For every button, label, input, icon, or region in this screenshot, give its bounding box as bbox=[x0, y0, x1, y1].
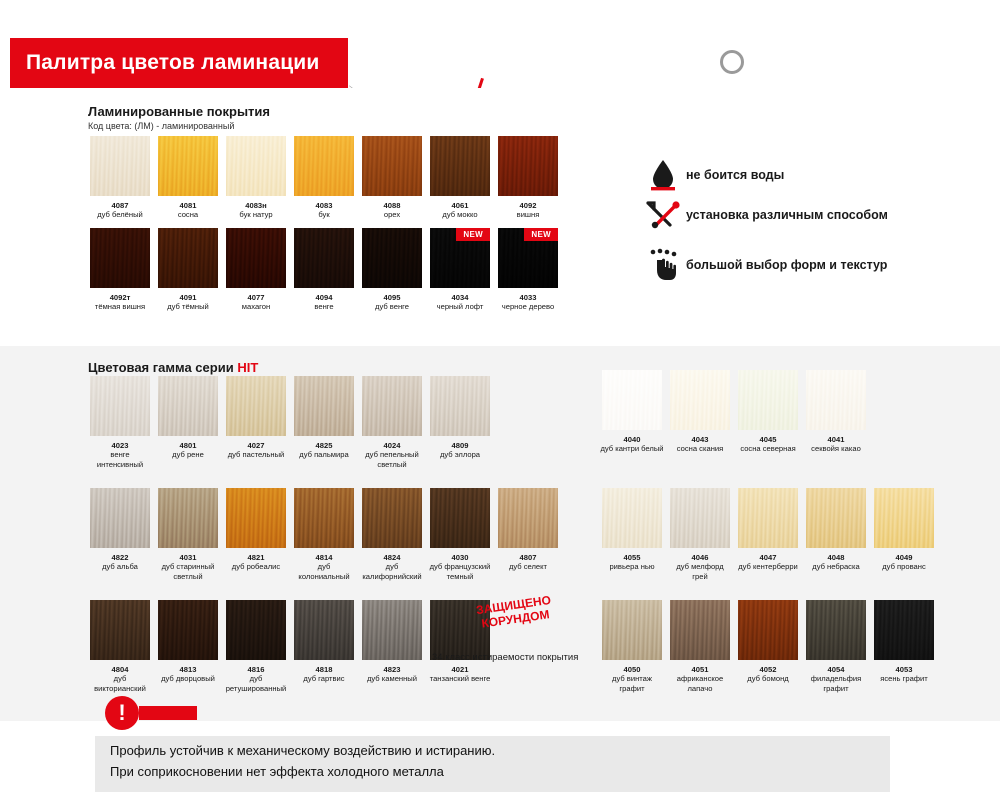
swatch-name: махагон bbox=[241, 302, 271, 312]
swatch-color bbox=[226, 488, 286, 548]
swatch-caption bbox=[360, 201, 424, 220]
swatch-caption bbox=[156, 553, 220, 581]
swatch-code: 4809 bbox=[451, 441, 469, 450]
swatch-name: дуб викторианский bbox=[94, 674, 146, 693]
swatch-cell[interactable] bbox=[88, 136, 152, 220]
swatch-code: 4801 bbox=[179, 441, 197, 450]
swatch-code: 4041 bbox=[827, 435, 845, 444]
footer-note-line1: Профиль устойчив к механическому воздействию и истиранию. bbox=[110, 743, 496, 758]
swatch-caption bbox=[292, 441, 356, 460]
swatch-code: 4061 bbox=[451, 201, 469, 210]
swatch-caption bbox=[428, 441, 492, 460]
swatch-name: дуб рене bbox=[172, 450, 204, 460]
tools-icon bbox=[640, 200, 686, 230]
swatch-color bbox=[602, 600, 662, 660]
swatch-cell[interactable] bbox=[224, 376, 288, 469]
swatch-code: 4081 bbox=[179, 201, 197, 210]
swatch-code: 4822 bbox=[111, 553, 129, 562]
swatch-code: 4027 bbox=[247, 441, 265, 450]
swatch-name: дуб эллора bbox=[439, 450, 481, 460]
swatch-code: 4821 bbox=[247, 553, 265, 562]
swatch-color bbox=[498, 136, 558, 196]
swatch-name: дуб белёный bbox=[97, 210, 143, 220]
swatch-name: дуб небраска bbox=[812, 562, 860, 572]
swatch-code: 4052 bbox=[759, 665, 777, 674]
swatch-code: 4030 bbox=[451, 553, 469, 562]
swatch-caption bbox=[804, 553, 868, 572]
swatch-caption bbox=[292, 293, 356, 312]
swatch-cell[interactable] bbox=[360, 136, 424, 220]
swatch-name: секвойя какао bbox=[811, 444, 861, 454]
swatch-color bbox=[158, 228, 218, 288]
footer-accent-bar bbox=[139, 706, 197, 720]
water-drop-icon bbox=[640, 158, 686, 192]
swatch-caption bbox=[224, 293, 288, 312]
swatch-name: дуб калифорнийский bbox=[362, 562, 422, 581]
swatch-caption bbox=[292, 553, 356, 581]
swatch-cell[interactable] bbox=[804, 600, 868, 693]
swatch-color bbox=[738, 370, 798, 430]
feature-variety-label: большой выбор форм и текстур bbox=[686, 257, 888, 272]
swatch-code: 4046 bbox=[691, 553, 709, 562]
swatch-color bbox=[90, 228, 150, 288]
swatch-name: ясень графит bbox=[880, 674, 928, 684]
feature-water-label: не боится воды bbox=[686, 167, 785, 182]
swatch-caption bbox=[804, 665, 868, 693]
swatch-code: 4814 bbox=[315, 553, 333, 562]
swatch-caption bbox=[496, 293, 560, 312]
section-title-hit-prefix: Цветовая гамма серии bbox=[88, 360, 238, 375]
swatch-name: орех bbox=[383, 210, 401, 220]
swatch-name: дуб селект bbox=[508, 562, 548, 572]
swatch-caption bbox=[736, 665, 800, 684]
swatch-cell[interactable] bbox=[428, 136, 492, 220]
swatch-cell[interactable] bbox=[292, 376, 356, 469]
new-badge: NEW bbox=[524, 228, 558, 241]
swatch-caption bbox=[428, 293, 492, 312]
swatch-color bbox=[294, 136, 354, 196]
swatch-color bbox=[602, 370, 662, 430]
swatch-code: 4050 bbox=[623, 665, 641, 674]
swatch-color bbox=[362, 228, 422, 288]
swatch-code: 4021 bbox=[451, 665, 469, 674]
swatch-row-right-1 bbox=[600, 370, 868, 454]
swatch-name: дуб венге bbox=[375, 302, 409, 312]
swatch-color bbox=[362, 600, 422, 660]
swatch-color bbox=[90, 136, 150, 196]
swatch-color bbox=[602, 488, 662, 548]
swatch-code: 4083 bbox=[315, 201, 333, 210]
swatch-name: дуб каменный bbox=[366, 674, 418, 684]
swatch-cell[interactable] bbox=[224, 136, 288, 220]
swatch-name: дуб кантри белый bbox=[600, 444, 664, 454]
swatch-color bbox=[362, 136, 422, 196]
swatch-code: 4051 bbox=[691, 665, 709, 674]
page-title: Палитра цветов ламинации bbox=[10, 38, 348, 88]
swatch-color bbox=[430, 376, 490, 436]
swatch-color bbox=[738, 600, 798, 660]
swatch-cell[interactable] bbox=[292, 136, 356, 220]
swatch-cell[interactable] bbox=[600, 600, 664, 693]
swatch-name: сосна bbox=[177, 210, 199, 220]
swatch-caption bbox=[668, 553, 732, 581]
swatch-color bbox=[90, 488, 150, 548]
swatch-color bbox=[294, 228, 354, 288]
swatch-caption bbox=[428, 553, 492, 581]
swatch-caption bbox=[600, 553, 664, 572]
swatch-caption bbox=[156, 665, 220, 684]
swatch-name: черный лофт bbox=[436, 302, 484, 312]
swatch-cell[interactable] bbox=[224, 488, 288, 581]
swatch-color bbox=[874, 600, 934, 660]
swatch-caption bbox=[360, 441, 424, 469]
swatch-row-right-2 bbox=[600, 488, 936, 581]
swatch-code: 4804 bbox=[111, 665, 129, 674]
exclamation-icon: ! bbox=[105, 696, 139, 730]
swatch-name: дуб мокко bbox=[442, 210, 478, 220]
feature-water bbox=[640, 158, 970, 192]
swatch-name: филадельфия графит bbox=[810, 674, 862, 693]
swatch-name: дуб тёмный bbox=[167, 302, 209, 312]
swatch-code: 4824 bbox=[383, 553, 401, 562]
swatch-name: дуб старинный светлый bbox=[161, 562, 215, 581]
swatch-color bbox=[226, 228, 286, 288]
swatch-code: 4813 bbox=[179, 665, 197, 674]
swatch-caption bbox=[156, 441, 220, 460]
swatch-color bbox=[670, 600, 730, 660]
swatch-cell[interactable] bbox=[88, 600, 152, 693]
swatch-code: 4094 bbox=[315, 293, 333, 302]
section-title-hit bbox=[88, 360, 258, 375]
swatch-row-hit-3 bbox=[88, 600, 492, 693]
swatch-cell[interactable] bbox=[804, 488, 868, 581]
swatch-name: дуб пастельный bbox=[227, 450, 285, 460]
swatch-caption bbox=[668, 435, 732, 454]
swatch-name: венге bbox=[314, 302, 334, 312]
swatch-cell[interactable] bbox=[804, 370, 868, 454]
swatch-cell[interactable] bbox=[872, 600, 936, 693]
swatch-cell[interactable] bbox=[360, 376, 424, 469]
swatch-code: 4055 bbox=[623, 553, 641, 562]
swatch-cell[interactable] bbox=[668, 600, 732, 693]
swatch-caption bbox=[224, 201, 288, 220]
swatch-row-laminated-1 bbox=[88, 136, 560, 220]
swatch-color bbox=[670, 370, 730, 430]
swatch-name: ривьера нью bbox=[609, 562, 655, 572]
swatch-code: 4095 bbox=[383, 293, 401, 302]
feature-install-label: установка различным способом bbox=[686, 207, 888, 222]
swatch-cell[interactable] bbox=[156, 600, 220, 693]
swatch-row-right-3 bbox=[600, 600, 936, 693]
swatch-code: 4040 bbox=[623, 435, 641, 444]
swatch-color bbox=[498, 488, 558, 548]
swatch-code: 4049 bbox=[895, 553, 913, 562]
swatch-code: 4807 bbox=[519, 553, 537, 562]
korund-stamp: ЗАЩИЩЕНО КОРУНДОМ bbox=[475, 592, 552, 631]
swatch-color bbox=[226, 136, 286, 196]
footer-note-text bbox=[110, 740, 495, 782]
swatch-name: дуб дворцовый bbox=[161, 674, 215, 684]
swatch-caption bbox=[156, 201, 220, 220]
swatch-cell[interactable] bbox=[428, 376, 492, 469]
swatch-name: дуб винтаж графит bbox=[612, 674, 652, 693]
section-subtitle-laminated: Код цвета: (ЛМ) - ламинированный bbox=[88, 121, 235, 131]
feature-install bbox=[640, 200, 970, 230]
swatch-cell[interactable] bbox=[600, 488, 664, 581]
swatch-cell[interactable] bbox=[88, 228, 152, 312]
swatch-color bbox=[294, 376, 354, 436]
swatch-code: 4083н bbox=[245, 201, 267, 210]
swatch-caption bbox=[292, 201, 356, 220]
swatch-name: черное дерево bbox=[501, 302, 555, 312]
swatch-color bbox=[670, 488, 730, 548]
swatch-name: сосна северная bbox=[740, 444, 796, 454]
swatch-name: дуб робеалис bbox=[231, 562, 281, 572]
swatch-code: 4092т bbox=[109, 293, 131, 302]
swatch-color bbox=[158, 600, 218, 660]
swatch-cell[interactable] bbox=[736, 370, 800, 454]
swatch-name: дуб ретушированный bbox=[225, 674, 287, 693]
swatch-color bbox=[226, 600, 286, 660]
swatch-caption bbox=[872, 665, 936, 684]
swatch-cell[interactable] bbox=[156, 376, 220, 469]
swatch-caption bbox=[360, 553, 424, 581]
swatch-cell[interactable] bbox=[224, 600, 288, 693]
swatch-color bbox=[90, 600, 150, 660]
new-badge: NEW bbox=[456, 228, 490, 241]
swatch-color bbox=[430, 136, 490, 196]
swatch-name: дуб мелфорд грей bbox=[676, 562, 724, 581]
swatch-name: бук bbox=[318, 210, 330, 220]
swatch-name: дуб гартвис bbox=[303, 674, 345, 684]
swatch-cell[interactable] bbox=[496, 136, 560, 220]
swatch-cell[interactable] bbox=[428, 228, 492, 312]
section-title-hit-accent: HIT bbox=[237, 360, 259, 375]
swatch-code: 4823 bbox=[383, 665, 401, 674]
swatch-color bbox=[806, 600, 866, 660]
section-title-laminated: Ламинированные покрытия bbox=[88, 104, 270, 119]
swatch-cell[interactable] bbox=[88, 488, 152, 581]
swatch-code: 4087 bbox=[111, 201, 129, 210]
swatch-code: 4091 bbox=[179, 293, 197, 302]
swatch-name: дуб французский темный bbox=[429, 562, 491, 581]
swatch-code: 4825 bbox=[315, 441, 333, 450]
swatch-color bbox=[430, 488, 490, 548]
swatch-name: сосна скания bbox=[676, 444, 724, 454]
swatch-name: дуб колониальный bbox=[298, 562, 350, 581]
swatch-caption bbox=[88, 553, 152, 572]
swatch-caption bbox=[428, 665, 492, 684]
swatch-name: дуб кентерберри bbox=[738, 562, 798, 572]
swatch-cell[interactable] bbox=[224, 228, 288, 312]
swatch-name: дуб бомонд bbox=[747, 674, 789, 684]
swatch-caption bbox=[496, 553, 560, 572]
swatch-name: венге интенсивный bbox=[96, 450, 144, 469]
swatch-color bbox=[362, 488, 422, 548]
korund-note: 34 класс истираемости покрытия bbox=[432, 652, 579, 663]
swatch-caption bbox=[224, 553, 288, 572]
swatch-code: 4053 bbox=[895, 665, 913, 674]
swatch-cell[interactable] bbox=[600, 370, 664, 454]
swatch-caption bbox=[360, 293, 424, 312]
swatch-caption bbox=[872, 553, 936, 572]
swatch-name: бук натур bbox=[239, 210, 273, 220]
swatch-caption bbox=[292, 665, 356, 684]
swatch-caption bbox=[736, 435, 800, 454]
swatch-code: 4818 bbox=[315, 665, 333, 674]
swatch-cell[interactable] bbox=[156, 228, 220, 312]
swatch-color bbox=[158, 376, 218, 436]
swatch-color bbox=[738, 488, 798, 548]
swatch-cell[interactable] bbox=[428, 488, 492, 581]
swatch-name: дуб пальмира bbox=[299, 450, 349, 460]
swatch-cell[interactable] bbox=[88, 376, 152, 469]
swatch-name: тёмная вишня bbox=[94, 302, 146, 312]
swatch-cell[interactable] bbox=[292, 600, 356, 693]
swatch-color bbox=[362, 376, 422, 436]
swatch-color bbox=[294, 600, 354, 660]
swatch-cell[interactable] bbox=[668, 488, 732, 581]
swatch-cell[interactable] bbox=[156, 488, 220, 581]
swatch-code: 4034 bbox=[451, 293, 469, 302]
swatch-name: дуб прованс bbox=[882, 562, 926, 572]
swatch-code: 4088 bbox=[383, 201, 401, 210]
swatch-color bbox=[430, 228, 490, 288]
swatch-caption bbox=[224, 665, 288, 693]
swatch-code: 4047 bbox=[759, 553, 777, 562]
swatch-caption bbox=[88, 293, 152, 312]
decorative-circle bbox=[720, 50, 744, 74]
swatch-caption bbox=[88, 441, 152, 469]
swatch-cell[interactable] bbox=[668, 370, 732, 454]
swatch-code: 4077 bbox=[247, 293, 265, 302]
swatch-cell[interactable] bbox=[736, 488, 800, 581]
swatch-cell[interactable] bbox=[292, 228, 356, 312]
swatch-code: 4054 bbox=[827, 665, 845, 674]
footer-note-line2: При соприкосновении нет эффекта холодного металла bbox=[110, 764, 444, 779]
swatch-caption bbox=[600, 435, 664, 454]
swatch-color bbox=[90, 376, 150, 436]
swatch-caption bbox=[736, 553, 800, 572]
feature-variety bbox=[640, 248, 970, 282]
swatch-row-hit-2 bbox=[88, 488, 560, 581]
swatch-code: 4023 bbox=[111, 441, 129, 450]
swatch-code: 4816 bbox=[247, 665, 265, 674]
swatch-caption bbox=[600, 665, 664, 693]
hand-touch-icon bbox=[640, 248, 686, 282]
swatch-caption bbox=[428, 201, 492, 220]
swatch-caption bbox=[88, 201, 152, 220]
swatch-code: 4043 bbox=[691, 435, 709, 444]
swatch-color bbox=[874, 488, 934, 548]
swatch-name: вишня bbox=[516, 210, 540, 220]
swatch-color bbox=[498, 228, 558, 288]
swatch-name: дуб пепельный светлый bbox=[365, 450, 419, 469]
swatch-name: танзанский венге bbox=[429, 674, 491, 684]
swatch-color bbox=[226, 376, 286, 436]
swatch-caption bbox=[360, 665, 424, 684]
swatch-name: африканское лапачо bbox=[676, 674, 724, 693]
swatch-name: дуб альба bbox=[102, 562, 138, 572]
swatch-row-hit-1 bbox=[88, 376, 492, 469]
swatch-cell[interactable] bbox=[496, 488, 560, 581]
swatch-cell[interactable] bbox=[156, 136, 220, 220]
swatch-cell[interactable] bbox=[292, 488, 356, 581]
swatch-caption bbox=[156, 293, 220, 312]
swatch-color bbox=[158, 488, 218, 548]
swatch-code: 4045 bbox=[759, 435, 777, 444]
swatch-code: 4092 bbox=[519, 201, 537, 210]
swatch-caption bbox=[668, 665, 732, 693]
swatch-cell[interactable] bbox=[872, 488, 936, 581]
swatch-cell[interactable] bbox=[360, 228, 424, 312]
swatch-code: 4031 bbox=[179, 553, 197, 562]
swatch-color bbox=[806, 370, 866, 430]
swatch-caption bbox=[804, 435, 868, 454]
swatch-cell[interactable] bbox=[496, 228, 560, 312]
swatch-cell[interactable] bbox=[736, 600, 800, 693]
swatch-code: 4048 bbox=[827, 553, 845, 562]
swatch-caption bbox=[88, 665, 152, 693]
swatch-cell[interactable] bbox=[360, 600, 424, 693]
swatch-code: 4024 bbox=[383, 441, 401, 450]
swatch-caption bbox=[496, 201, 560, 220]
swatch-code: 4033 bbox=[519, 293, 537, 302]
swatch-color bbox=[158, 136, 218, 196]
swatch-row-laminated-2 bbox=[88, 228, 560, 312]
swatch-color bbox=[806, 488, 866, 548]
swatch-caption bbox=[224, 441, 288, 460]
swatch-color bbox=[294, 488, 354, 548]
swatch-cell[interactable] bbox=[360, 488, 424, 581]
